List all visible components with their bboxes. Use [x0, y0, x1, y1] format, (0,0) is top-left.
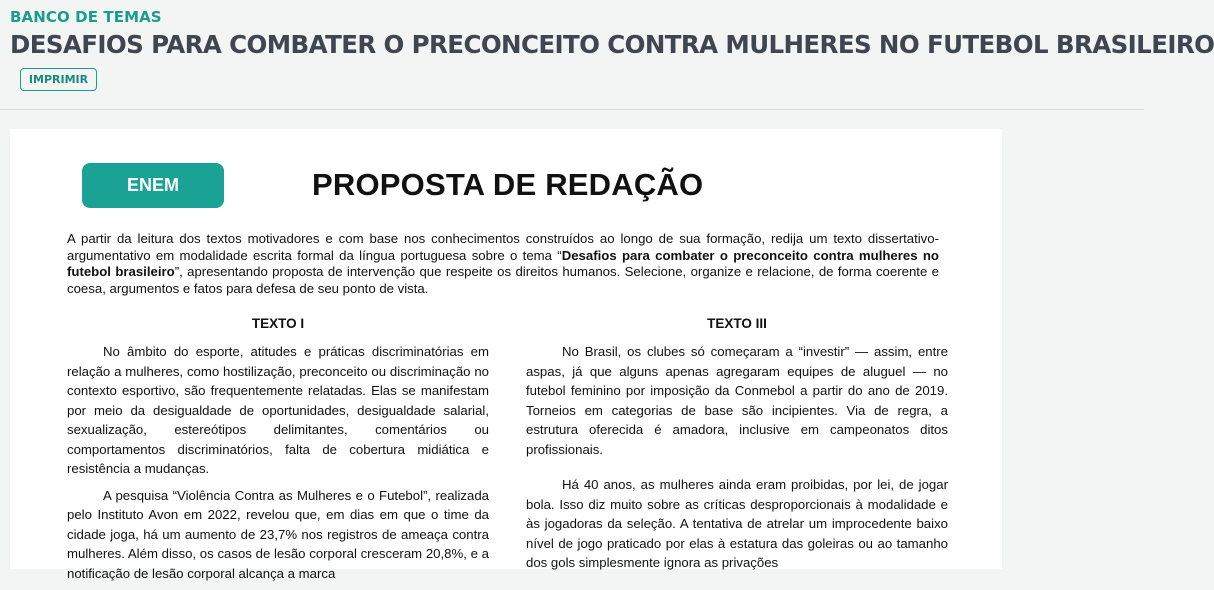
proposal-instructions — [67, 231, 939, 297]
essay-theme: Desafios para combater o preconceito contra mulheres no futebol brasileiro — [67, 247, 939, 280]
instructions-text-start: A partir da leitura dos textos motivadores e com base nos conhecimentos construídos ao longo de sua formação, redija um texto dissertativo-argumentativo em modalidade escrita formal da língua portuguesa sobre o tema “ — [67, 231, 939, 263]
texto-1-paragraph: No âmbito do esporte, atitudes e práticas discriminatórias em relação a mulheres, como hostilização, preconceito ou discriminação no contexto esportivo, são frequentemente relatadas. Elas se manifestam por meio da desigualdade de oportunidades, desigualdade salarial, sexualização, estereótipos delimitantes, comentários ou comportamentos discriminatórios, falta de cobertura midiática e resistência a mudanças. — [67, 344, 489, 476]
texto-1 — [67, 316, 489, 590]
texto-3-paragraph: Há 40 anos, as mulheres ainda eram proibidas, por lei, de jogar bola. Isso diz muito sobre as críticas desproporcionais à modalidade e às jogadoras da seleção. A tentativa de atrelar um improcedente baixo nível de jogo praticado por elas à estatura das goleiras ou ao tamanho dos gols simplesmente ignora as privações — [526, 477, 948, 570]
instructions-text-end: ”, apresentando proposta de intervenção que respeite os direitos humanos. Selecione, organize e relacione, de forma coerente e coesa, argumentos e fatos para defesa de seu ponto de vista. — [67, 264, 939, 296]
essay-proposal-sheet — [10, 129, 1002, 581]
texto-1-title: TEXTO I — [251, 316, 305, 331]
proposal-heading: PROPOSTA DE REDAÇÃO — [312, 167, 704, 202]
section-label: BANCO DE TEMAS — [10, 8, 162, 26]
page-title: DESAFIOS PARA COMBATER O PRECONCEITO CONTRA MULHERES NO FUTEBOL BRASILEIRO — [10, 30, 1214, 59]
texto-3 — [526, 316, 948, 589]
enem-badge: ENEM — [82, 163, 224, 208]
texto-3-paragraph: No Brasil, os clubes só começaram a “investir” — assim, entre aspas, já que alguns apenas agregaram equipes de aluguel — no futebol feminino por imposição da Conmebol a partir do ano de 2019. Torneios em categorias de base são incipientes. Via de regra, a estrutura oferecida é amadora, inclusive em campeonatos ditos profissionais. — [526, 344, 948, 457]
texto-3-title: TEXTO III — [707, 316, 767, 331]
print-button[interactable]: IMPRIMIR — [20, 68, 97, 91]
texto-1-paragraph: A pesquisa “Violência Contra as Mulheres e o Futebol”, realizada pelo Instituto Avon em 2022, revelou que, em dias em que o time da cidade joga, há um aumento de 23,7% nos registros de ameaça contra mulheres. Além disso, os casos de lesão corporal cresceram 20,8%, e a notificação de lesão corporal alcança a marca — [67, 487, 489, 581]
divider — [0, 109, 1144, 110]
